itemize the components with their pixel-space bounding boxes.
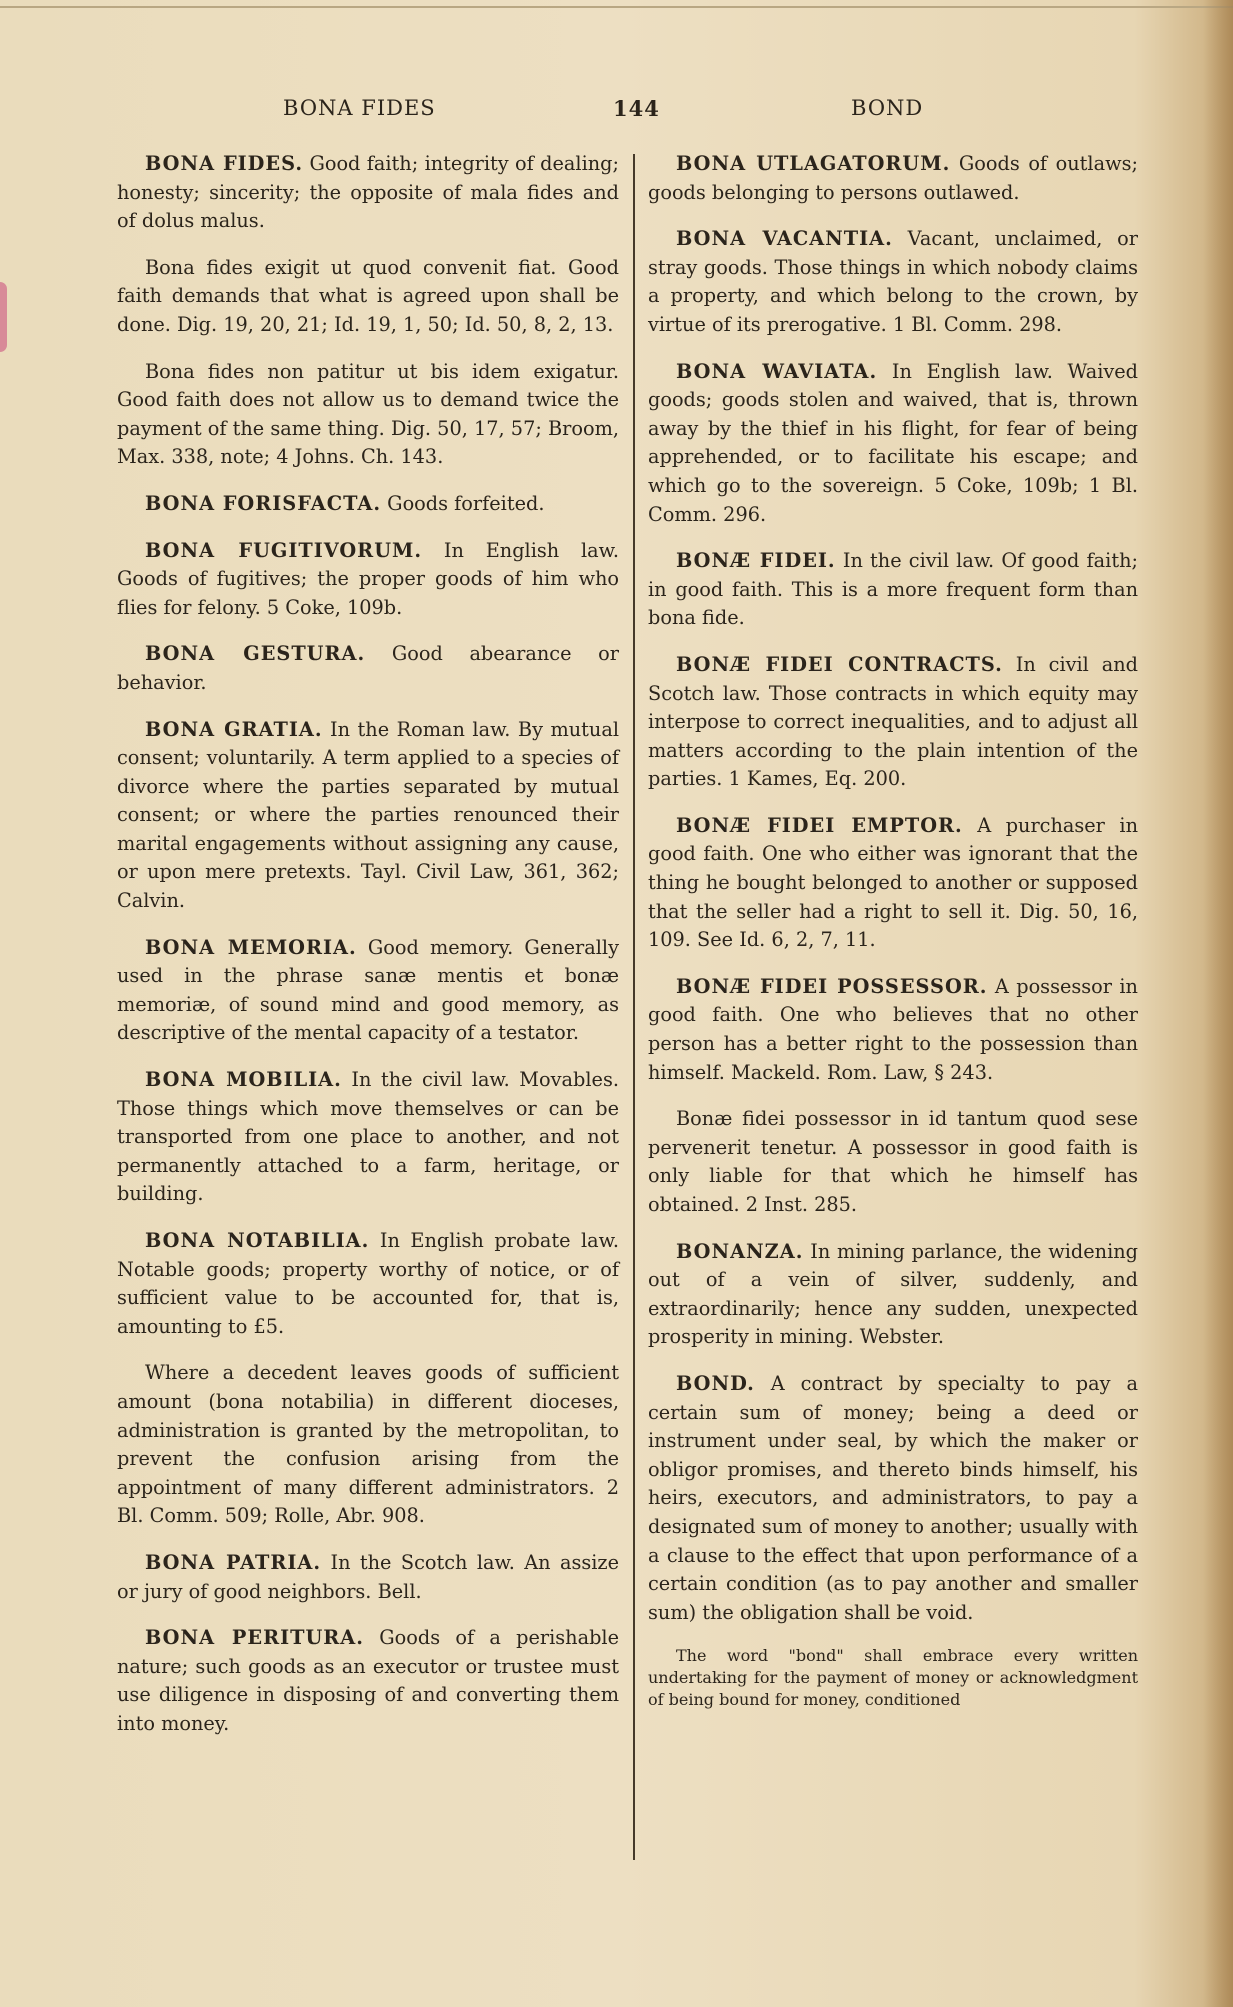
- entry-definition: In the Scotch law. An assize or jury of good neighbors. Bell.: [117, 1550, 619, 1603]
- dictionary-entry: [117, 716, 619, 916]
- entry-definition: In the civil law. Movables. Those things which move themselves or can be transported from one place to another, and not permanently attached to a farm, heritage, or building.: [117, 1068, 619, 1206]
- left-column: [117, 150, 619, 1757]
- entry-headword: BONÆ FIDEI POSSESSOR.: [676, 974, 988, 998]
- entry-definition: In English law. Waived goods; goods stolen and waived, that is, thrown away by the thief in his flight, for fear of being apprehended, or to facilitate his escape; and which go to the sovereign. 5 Coke, 109b; 1 Bl. Comm. 296.: [648, 359, 1139, 526]
- dictionary-entry: [648, 150, 1138, 207]
- dictionary-entry: [648, 1105, 1138, 1219]
- entry-definition: Where a decedent leaves goods of sufficient amount (bona notabilia) in different dioceses, administration is granted by the metropolitan, to prevent the confusion arising from the appointment of many different administrators. 2 Bl. Comm. 509; Rolle, Abr. 908.: [117, 1361, 619, 1528]
- dictionary-entry: [117, 537, 619, 623]
- page-edge-shadow: [1203, 0, 1233, 2007]
- dictionary-entry: [648, 1238, 1138, 1352]
- dictionary-entry: [117, 1624, 619, 1738]
- entry-definition: Bonæ fidei possessor in id tantum quod sese pervenerit tenetur. A possessor in good faith is only liable for that which he himself has obtained. 2 Inst. 285.: [648, 1107, 1138, 1216]
- entry-definition: In civil and Scotch law. Those contracts in which equity may interpose to correct inequalities, and to adjust all matters according to the plain intention of the parties. 1 Kames, Eq. 200.: [648, 652, 1138, 791]
- entry-headword: BONÆ FIDEI EMPTOR.: [676, 813, 963, 837]
- page-number: 144: [613, 96, 660, 121]
- entry-definition: Good abearance or behavior.: [117, 642, 619, 694]
- dictionary-entry: [648, 973, 1138, 1087]
- entry-headword: BOND.: [676, 1371, 755, 1395]
- dictionary-entry: [648, 358, 1138, 530]
- entry-definition: Goods forfeited.: [387, 491, 545, 515]
- entry-definition: Good faith; integrity of dealing; honesty; sincerity; the opposite of mala fides and of dolus malus.: [117, 152, 619, 233]
- dictionary-entry: [648, 1645, 1138, 1711]
- entry-headword: BONA VACANTIA.: [676, 227, 893, 251]
- dictionary-entry: [117, 490, 619, 519]
- dictionary-entry: [648, 547, 1138, 633]
- entry-headword: BONA FIDES.: [145, 152, 304, 175]
- entry-headword: BONA MOBILIA.: [145, 1068, 342, 1092]
- header-right-guide-word: BOND: [851, 96, 924, 120]
- entry-definition: The word "bond" shall embrace every written undertaking for the payment of money or acknowledgment of being bound for money, conditioned: [648, 1646, 1138, 1710]
- entry-definition: In mining parlance, the widening out of a vein of silver, suddenly, and extraordinarily; hence any sudden, unexpected prosperity in mining. Webster.: [648, 1239, 1138, 1349]
- entry-definition: Bona fides exigit ut quod convenit fiat. Good faith demands that what is agreed upon shall be done. Dig. 19, 20, 21; Id. 19, 1, 50; Id. 50, 8, 2, 13.: [117, 255, 619, 336]
- column-divider: [633, 154, 635, 1860]
- entry-headword: BONA GESTURA.: [145, 642, 366, 666]
- dictionary-entry: [117, 254, 619, 340]
- entry-headword: BONA FUGITIVORUM.: [145, 538, 423, 562]
- entry-headword: BONA NOTABILIA.: [145, 1229, 370, 1252]
- entry-headword: BONÆ FIDEI CONTRACTS.: [676, 652, 1003, 676]
- dictionary-entry: [117, 1066, 619, 1209]
- entry-headword: BONA FORISFACTA.: [145, 491, 382, 515]
- entry-definition: In English law. Goods of fugitives; the proper goods of him who flies for felony. 5 Coke, 109b.: [117, 538, 619, 619]
- right-column: [648, 150, 1138, 1729]
- dictionary-entry: [117, 1549, 619, 1606]
- entry-headword: BONÆ FIDEI.: [676, 549, 836, 573]
- entry-definition: A contract by specialty to pay a certain sum of money; being a deed or instrument under seal, by which the maker or obligor promises, and thereto binds himself, his heirs, executors, and administrators, to pay a designated sum of money to another; usually with a clause to the effect that upon performance of a certain condition (as to pay another and smaller sum) the obligation shall be void.: [648, 1371, 1138, 1624]
- entry-definition: Good memory. Generally used in the phrase sanæ mentis et bonæ memoriæ, of sound mind and good memory, as descriptive of the mental capacity of a testator.: [117, 935, 619, 1045]
- entry-definition: In English probate law. Notable goods; property worthy of notice, or of sufficient value to be accounted for, that is, amounting to £5.: [117, 1229, 619, 1338]
- entry-definition: Bona fides non patitur ut bis idem exigatur. Good faith does not allow us to demand twice the payment of the same thing. Dig. 50, 17, 57; Broom, Max. 338, note; 4 Johns. Ch. 143.: [117, 359, 619, 469]
- dictionary-entry: [117, 934, 619, 1048]
- entry-headword: BONA GRATIA.: [145, 717, 323, 741]
- entry-headword: BONA UTLAGATORUM.: [676, 152, 951, 175]
- entry-headword: BONA PERITURA.: [145, 1626, 364, 1650]
- dictionary-entry: [117, 640, 619, 697]
- running-header: [118, 96, 1138, 132]
- entry-definition: In the civil law. Of good faith; in good faith. This is a more frequent form than bona fide.: [648, 549, 1138, 630]
- entry-definition: Vacant, unclaimed, or stray goods. Those things in which nobody claims a property, and which belong to the crown, by virtue of its prerogative. 1 Bl. Comm. 298.: [648, 227, 1139, 336]
- dictionary-entry: [648, 1370, 1138, 1627]
- entry-definition: A possessor in good faith. One who believes that no other person has a better right to the possession than himself. Mackeld. Rom. Law, § 243.: [648, 974, 1138, 1084]
- entry-headword: BONANZA.: [676, 1239, 804, 1263]
- entry-definition: Goods of a perishable nature; such goods as an executor or trustee must use diligence in disposing of and converting them into money.: [117, 1626, 619, 1735]
- dictionary-entry: [117, 358, 619, 472]
- entry-headword: BONA MEMORIA.: [145, 935, 357, 959]
- entry-headword: BONA PATRIA.: [145, 1550, 322, 1574]
- dictionary-entry: [648, 812, 1138, 955]
- dictionary-entry: [117, 150, 619, 236]
- entry-definition: A purchaser in good faith. One who either was ignorant that the thing he bought belonged to another or supposed that the seller had a right to sell it. Dig. 50, 16, 109. See Id. 6, 2, 7, 11.: [648, 813, 1138, 952]
- dictionary-entry: [117, 1227, 619, 1341]
- header-left-guide-word: BONA FIDES: [283, 96, 436, 120]
- dictionary-entry: [648, 651, 1138, 794]
- entry-definition: Goods of outlaws; goods belonging to persons outlawed.: [648, 152, 1138, 204]
- top-edge-rule: [0, 6, 1233, 8]
- margin-mark: [0, 282, 7, 352]
- dictionary-entry: [117, 1359, 619, 1531]
- entry-headword: BONA WAVIATA.: [676, 359, 878, 383]
- dictionary-entry: [648, 225, 1138, 339]
- entry-definition: In the Roman law. By mutual consent; voluntarily. A term applied to a species of divorce where the parties separated by mutual consent; or where the parties renounced their marital engagements without assigning any cause, or upon mere pretexts. Tayl. Civil Law, 361, 362; Calvin.: [117, 717, 619, 913]
